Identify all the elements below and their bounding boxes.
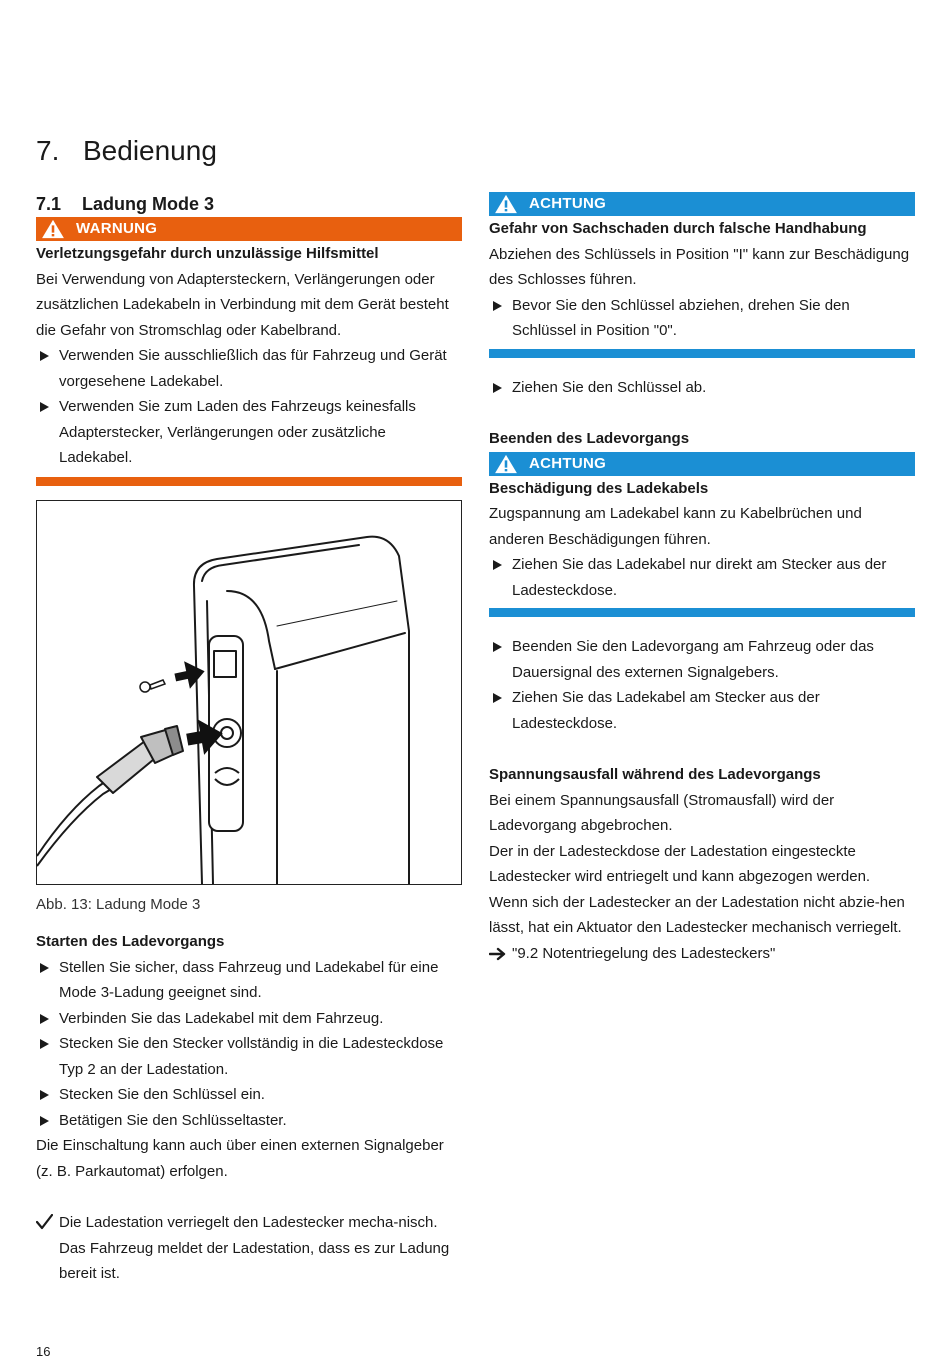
warning-text: Bei Verwendung von Adaptersteckern, Verlängerungen oder zusätzlichen Ladekabeln in Verbindung mit dem Gerät besteht die Gefahr von Stromschlag oder Kabelbrand.: [36, 270, 449, 339]
caution-heading: Beschädigung des Ladekabels: [489, 479, 709, 497]
step-text: Ziehen Sie das Ladekabel am Stecker aus der Ladesteckdose.: [512, 689, 820, 732]
caution-banner: [489, 192, 915, 216]
triangle-bullet-icon: [493, 693, 502, 703]
step-text: Bevor Sie den Schlüssel abziehen, drehen Sie den Schlüssel in Position "0".: [512, 296, 850, 339]
start-heading: Starten des Ladevorgangs: [36, 933, 225, 950]
triangle-bullet-icon: [493, 560, 502, 570]
warning-box: [36, 217, 462, 486]
warning-steps: [36, 343, 462, 471]
warning-heading: Verletzungsgefahr durch unzulässige Hilfsmittel: [36, 245, 379, 262]
start-steps: [36, 955, 462, 1134]
caution-text: Zugspannung am Ladekabel kann zu Kabelbrüchen und anderen Beschädigungen führen.: [489, 505, 862, 548]
step-text: Verbinden Sie das Ladekabel mit dem Fahrzeug.: [59, 1009, 384, 1027]
triangle-bullet-icon: [40, 351, 49, 361]
section-number: 7.1: [36, 194, 62, 214]
chapter-title-text: Bedienung: [83, 135, 217, 166]
key-steps: [489, 375, 915, 401]
list-item: [36, 1006, 462, 1032]
step-text: Ziehen Sie das Ladekabel nur direkt am Stecker aus der Ladesteckdose.: [512, 556, 887, 599]
list-item: [36, 1108, 462, 1134]
warning-end-bar: [36, 477, 462, 486]
list-item: [36, 955, 462, 1006]
left-column: [36, 191, 462, 1287]
list-item: [36, 394, 462, 471]
chapter-title: [36, 131, 217, 171]
figure-caption: Abb. 13: Ladung Mode 3: [36, 895, 201, 913]
list-item: [489, 634, 915, 685]
warning-triangle-icon: [493, 454, 519, 474]
list-item: [489, 552, 915, 603]
caution-heading: Gefahr von Sachschaden durch falsche Handhabung: [489, 220, 867, 237]
triangle-bullet-icon: [40, 963, 49, 973]
list-item: [489, 375, 915, 401]
triangle-bullet-icon: [493, 383, 502, 393]
caution-steps: [489, 293, 915, 344]
cross-reference-link[interactable]: "9.2 Notentriegelung des Ladesteckers": [512, 944, 776, 962]
triangle-bullet-icon: [40, 402, 49, 412]
caution-steps: [489, 552, 915, 603]
triangle-bullet-icon: [40, 1039, 49, 1049]
warning-banner: [36, 217, 462, 241]
end-steps: [489, 634, 915, 736]
end-heading: Beenden des Ladevorgangs: [489, 430, 690, 447]
cross-reference[interactable]: [489, 941, 915, 967]
caution-box-key: [489, 192, 915, 358]
step-text: Verwenden Sie zum Laden des Fahrzeugs keinesfalls Adapterstecker, Verlängerungen oder zusätzliche Ladekabel.: [59, 398, 416, 466]
list-item: [489, 293, 915, 344]
start-note: Die Einschaltung kann auch über einen externen Signalgeber (z. B. Parkautomat) erfolgen.: [36, 1137, 444, 1180]
warning-label: WARNUNG: [76, 220, 158, 238]
arrow-right-icon: [489, 947, 506, 961]
triangle-bullet-icon: [493, 642, 502, 652]
charging-station-illustration: [37, 501, 461, 884]
start-result: [36, 1210, 462, 1287]
triangle-bullet-icon: [493, 301, 502, 311]
list-item: [36, 343, 462, 394]
caution-box-cable: [489, 452, 915, 618]
result-text: Die Ladestation verriegelt den Ladestecker mecha-nisch. Das Fahrzeug meldet der Ladestation, dass es zur Ladung bereit ist.: [59, 1214, 450, 1282]
power-failure-p3: Wenn sich der Ladestecker an der Ladestation nicht abzie-hen lässt, hat ein Aktuator den Ladestecker mechanisch verriegelt.: [489, 893, 905, 936]
caution-label: ACHTUNG: [529, 195, 607, 213]
caution-text: Abziehen des Schlüssels in Position "I" kann zur Beschädigung des Schlosses führen.: [489, 245, 910, 288]
chapter-number: 7.: [36, 135, 60, 166]
step-text: Betätigen Sie den Schlüsseltaster.: [59, 1111, 287, 1129]
list-item: [36, 1082, 462, 1108]
triangle-bullet-icon: [40, 1116, 49, 1126]
caution-label: ACHTUNG: [529, 454, 607, 472]
step-text: Ziehen Sie den Schlüssel ab.: [512, 378, 707, 396]
power-failure-p1: Bei einem Spannungsausfall (Stromausfall) wird der Ladevorgang abgebrochen.: [489, 791, 835, 834]
list-item: [36, 1031, 462, 1082]
step-text: Beenden Sie den Ladevorgang am Fahrzeug oder das Dauersignal des externen Signalgebers.: [512, 638, 874, 681]
page-number: 16: [36, 1344, 51, 1359]
caution-banner: [489, 452, 915, 476]
caution-end-bar: [489, 608, 915, 617]
step-text: Stecken Sie den Schlüssel ein.: [59, 1086, 265, 1103]
triangle-bullet-icon: [40, 1090, 49, 1100]
section-title-text: Ladung Mode 3: [82, 194, 214, 214]
caution-end-bar: [489, 349, 915, 358]
step-text: Stellen Sie sicher, dass Fahrzeug und Ladekabel für eine Mode 3-Ladung geeignet sind.: [59, 958, 439, 1001]
warning-triangle-icon: [40, 219, 66, 239]
list-item: [489, 685, 915, 736]
warning-triangle-icon: [493, 194, 519, 214]
section-title: [36, 191, 462, 217]
step-text: Stecken Sie den Stecker vollständig in die Ladesteckdose Typ 2 an der Ladestation.: [59, 1035, 444, 1078]
power-failure-p2: Der in der Ladesteckdose der Ladestation eingesteckte Ladestecker wird entriegelt und kann abgezogen werden.: [489, 842, 871, 885]
check-icon: [36, 1214, 53, 1230]
right-column: [489, 191, 915, 966]
step-text: Verwenden Sie ausschließlich das für Fahrzeug und Gerät vorgesehene Ladekabel.: [59, 347, 447, 390]
power-failure-heading: Spannungsausfall während des Ladevorgangs: [489, 766, 821, 783]
figure-charging-station: [36, 500, 462, 885]
triangle-bullet-icon: [40, 1014, 49, 1024]
